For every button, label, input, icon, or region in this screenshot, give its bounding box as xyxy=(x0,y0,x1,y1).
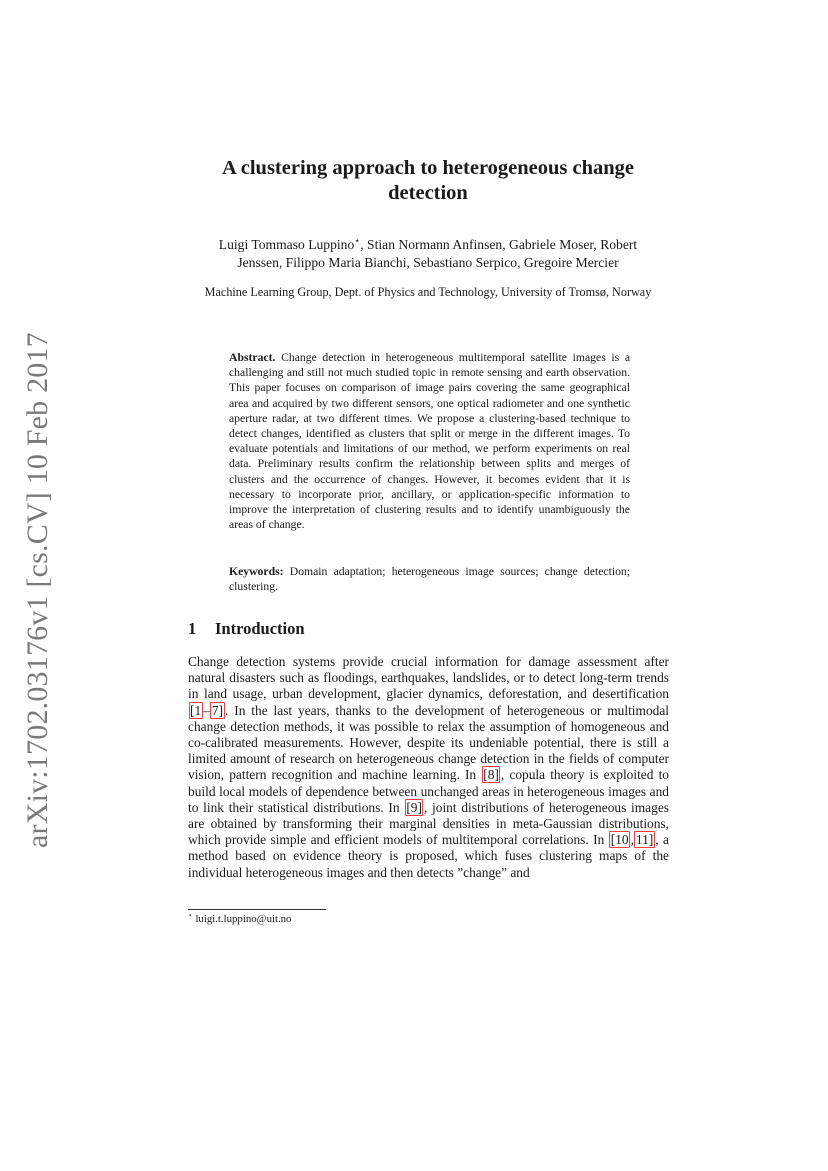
author-list-line2: Jenssen, Filippo Maria Bianchi, Sebastiano Serpico, Gregoire Mercier xyxy=(237,254,619,270)
corresponding-author-marker: ⋆ xyxy=(354,236,361,247)
author-first: Luigi Tommaso Luppino xyxy=(218,237,355,252)
citation-link-8[interactable]: [8] xyxy=(483,767,499,783)
citation-link-9[interactable]: [9] xyxy=(406,799,422,815)
affiliation: Machine Learning Group, Dept. of Physics and Technology, University of Tromsø, Norway xyxy=(204,285,652,299)
title-line-1: A clustering approach to heterogeneous change xyxy=(221,157,635,179)
citation-link-7[interactable]: 7] xyxy=(211,702,224,718)
citation-range-separator: – xyxy=(203,702,210,718)
author-list xyxy=(170,236,686,271)
footnote-email: luigi.t.luppino@uit.no xyxy=(195,913,292,925)
section-heading-introduction xyxy=(188,619,305,639)
author-list-line1-rest: , Stian Normann Anfinsen, Gabriele Moser, Robert xyxy=(360,237,638,252)
section-number: 1 xyxy=(188,619,197,638)
keywords xyxy=(229,564,630,594)
title-line-2: detection xyxy=(388,182,468,204)
intro-text-part-5: , a method based on evidence theory is proposed, which fuses clustering maps of the individual heterogeneous images and then detects ”change” and xyxy=(188,832,669,880)
keywords-text: Domain adaptation; heterogeneous image sources; change detection; clustering. xyxy=(229,565,630,594)
abstract xyxy=(229,350,630,532)
abstract-label: Abstract. xyxy=(229,351,276,364)
citation-link-10[interactable]: [10 xyxy=(610,832,629,848)
footnote xyxy=(188,912,291,926)
section-title: Introduction xyxy=(215,619,305,638)
citation-link-11[interactable]: 11] xyxy=(635,832,654,848)
footnote-divider xyxy=(188,909,326,910)
paper-title xyxy=(160,156,696,206)
keywords-label: Keywords: xyxy=(229,565,284,578)
footnote-marker: ⋆ xyxy=(188,910,193,920)
abstract-text: Change detection in heterogeneous multitemporal satellite images is a challenging and still not much studied topic in remote sensing and earth observation. This paper focuses on comparison of image pairs covering the same geographical area and acquired by two different sensors, one optical radiometer and one synthetic aperture radar, at two different times. We propose a clustering-based technique to detect changes, identified as clusters that split or merge in the different images. To evaluate potentials and limitations of our method, we perform experiments on real data. Preliminary results confirm the relationship between splits and merges of clusters and the occurrence of changes. However, it becomes evident that it is necessary to incorporate prior, ancillary, or application-specific information to improve the interpretation of clustering results and to identify unambiguously the areas of change. xyxy=(229,351,631,532)
citation-link-1[interactable]: [1 xyxy=(190,702,202,718)
introduction-paragraph xyxy=(188,654,669,881)
arxiv-identifier-stamp: arXiv:1702.03176v1 [cs.CV] 10 Feb 2017 xyxy=(21,332,54,848)
intro-text-part-4: , joint distributions of heterogeneous images are obtained by transforming their marginal densities in meta-Gaussian distributions, which provide simple and efficient models of multitemporal correlations. In xyxy=(188,799,669,848)
intro-text-part-2: . In the last years, thanks to the development of heterogeneous or multimodal change detection methods, it was possible to relax the assumption of homogeneous and co-calibrated measurements. However, despite its undeniable potential, there is still a limited amount of research on heterogeneous change detection in the fields of computer vision, pattern recognition and machine learning. In xyxy=(188,702,669,783)
intro-text-part-1: Change detection systems provide crucial information for damage assessment after natural disasters such as floodings, earthquakes, landslides, or to detect long-term trends in land usage, urban development, glacier dynamics, deforestation, and desertification xyxy=(188,654,669,702)
intro-text-part-3: , copula theory is exploited to build local models of dependence between unchanged areas in heterogeneous images and to link their statistical distributions. In xyxy=(188,767,669,815)
citation-list-separator: , xyxy=(630,832,634,848)
